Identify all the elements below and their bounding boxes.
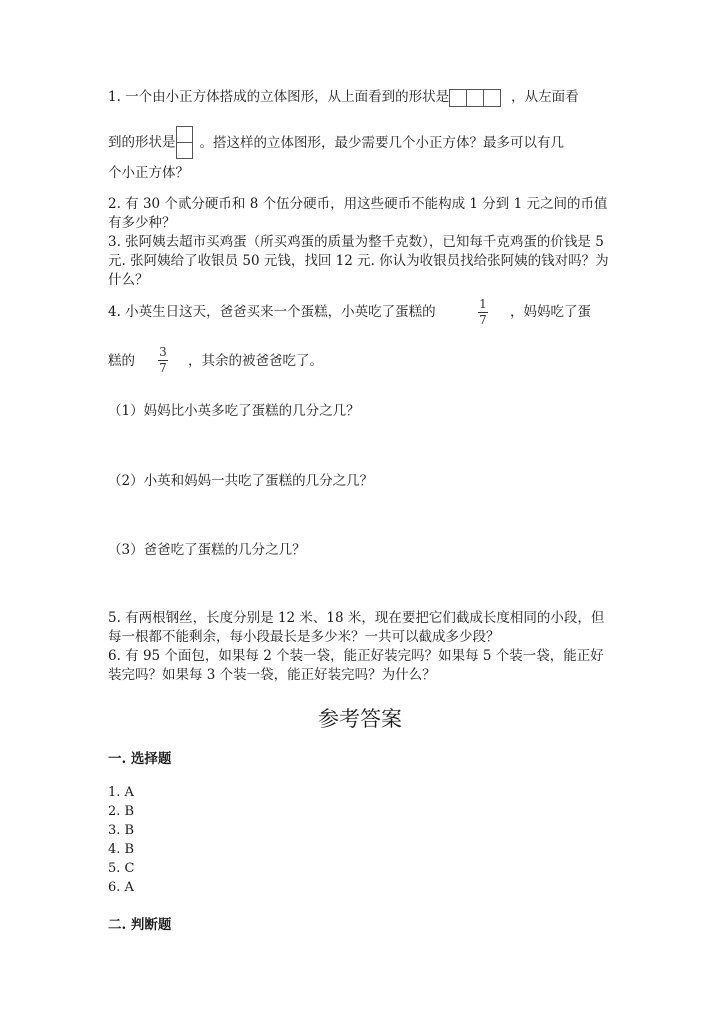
answer-title: 参考答案 (318, 707, 402, 731)
q6-text: 6. 有 95 个面包，如果每 2 个装一袋，能正好装完吗？如果每 5 个装一袋，能正好装完吗？如果每 3 个装一袋，能正好装完吗？为什么？ (108, 648, 604, 683)
answer-item: 1. A (108, 785, 134, 800)
answer-item: 6. A (108, 880, 134, 895)
q3-text: 3. 张阿姨去超市买鸡蛋（所买鸡蛋的质量为整千克数），已知每千克鸡蛋的价钱是 5 元. 张阿姨给了收银员 50 元钱，找回 12 元. 你认为收银员找给张阿姨的钱对吗？为什么？ (108, 234, 609, 288)
q1-line1 (108, 87, 579, 107)
fraction-three-sevenths (158, 346, 168, 375)
fraction-one-seventh (478, 298, 488, 327)
q4-text-3: 糕的 (108, 353, 135, 369)
answer-item: 3. B (108, 823, 135, 838)
answer-item: 4. B (108, 842, 135, 857)
q4-sub3: （3）爸爸吃了蛋糕的几分之几？ (108, 542, 306, 558)
frac2-num: 3 (159, 345, 167, 359)
q1-text-3: 到的形状是 (108, 134, 176, 151)
top-view-figure (449, 89, 501, 107)
section-choice-heading: 一. 选择题 (108, 751, 172, 767)
q1-text-4: 。搭这样的立体图形，最少需要几个小正方体？最多可以有几 (199, 134, 564, 151)
q4-sub2: （2）小英和妈妈一共吃了蛋糕的几分之几？ (108, 473, 374, 489)
frac1-num: 1 (479, 297, 487, 311)
q4-sub1: （1）妈妈比小英多吃了蛋糕的几分之几？ (108, 403, 360, 419)
q1-text-2: ，从左面看 (511, 89, 579, 105)
q4-text-2: ，妈妈吃了蛋 (510, 304, 591, 320)
frac1-den: 7 (479, 313, 487, 327)
answer-item: 2. B (108, 804, 135, 819)
q5-text: 5. 有两根钢丝，长度分别是 12 米、18 米，现在要把它们截成长度相同的小段，但每一根都不能剩余，每小段最长是多少米？一共可以截成多少段？ (108, 610, 605, 645)
q4-text-1: 4. 小英生日这天，爸爸买来一个蛋糕，小英吃了蛋糕的 (108, 304, 436, 320)
section-judge-heading: 二. 判断题 (108, 917, 172, 933)
left-view-figure (176, 126, 194, 160)
frac2-den: 7 (159, 361, 167, 375)
q1-line2 (108, 126, 564, 160)
q1-text-1: 1. 一个由小正方体搭成的立体图形，从上面看到的形状是 (108, 89, 450, 105)
q2-text: 2. 有 30 个贰分硬币和 8 个伍分硬币，用这些硬币不能构成 1 分到 1 元之间的币值有多少种？ (108, 196, 608, 231)
q1-line3: 个小正方体？ (108, 165, 189, 181)
answer-item: 5. C (108, 861, 135, 876)
q4-text-4: ，其余的被爸爸吃了。 (188, 353, 323, 369)
